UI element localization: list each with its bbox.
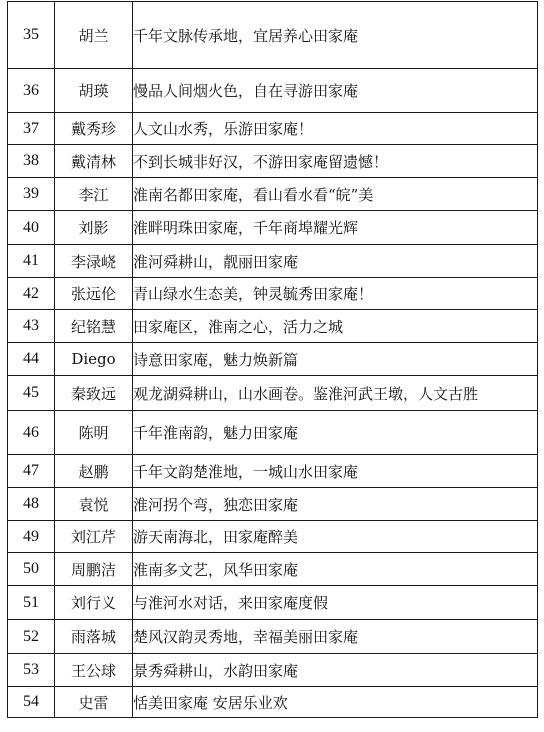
entry-number: 41: [8, 245, 55, 278]
entrant-name: 秦致远: [55, 376, 133, 411]
entrant-name: 刘江芹: [55, 521, 133, 553]
slogan-text: 慢品人间烟火色，自在寻游田家庵: [133, 69, 538, 113]
entrant-name: 纪铭慧: [55, 310, 133, 343]
table-row: [8, 145, 538, 178]
entry-number: 39: [8, 178, 55, 211]
entry-number: 43: [8, 310, 55, 343]
entry-number: 54: [8, 687, 55, 718]
slogan-text: 千年文脉传承地，宜居养心田家庵: [133, 2, 538, 69]
entry-number: 45: [8, 376, 55, 411]
entry-number: 42: [8, 278, 55, 310]
entry-number: 36: [8, 69, 55, 113]
table-row: [8, 455, 538, 488]
slogan-text: 田家庵区，淮南之心，活力之城: [133, 310, 538, 343]
slogan-text: 恬美田家庵 安居乐业欢: [133, 687, 538, 718]
entry-number: 37: [8, 113, 55, 145]
slogan-text: 千年淮南韵，魅力田家庵: [133, 411, 538, 455]
table-row: [8, 69, 538, 113]
entries-table: [7, 1, 538, 718]
entry-number: 50: [8, 553, 55, 586]
table-row: [8, 178, 538, 211]
slogan-text: 观龙湖舜耕山，山水画卷。鉴淮河武王墩，人文古胜: [133, 376, 538, 411]
table-row: [8, 211, 538, 245]
entry-number: 46: [8, 411, 55, 455]
table-row: [8, 586, 538, 620]
entrant-name: 李渌峣: [55, 245, 133, 278]
slogan-text: 诗意田家庵，魅力焕新篇: [133, 343, 538, 376]
table-row: [8, 310, 538, 343]
table-row: [8, 245, 538, 278]
entry-number: 47: [8, 455, 55, 488]
slogan-text: 景秀舜耕山，水韵田家庵: [133, 654, 538, 687]
entry-number: 51: [8, 586, 55, 620]
entrant-name: 戴秀珍: [55, 113, 133, 145]
table-row: [8, 376, 538, 411]
slogan-text: 千年文韵楚淮地，一城山水田家庵: [133, 455, 538, 488]
table-row: [8, 278, 538, 310]
table-row: [8, 488, 538, 521]
slogan-text: 淮畔明珠田家庵，千年商埠耀光辉: [133, 211, 538, 245]
slogan-text: 青山绿水生态美，钟灵毓秀田家庵！: [133, 278, 538, 310]
slogan-text: 楚风汉韵灵秀地，幸福美丽田家庵: [133, 620, 538, 654]
entrant-name: 王公球: [55, 654, 133, 687]
slogan-text: 淮南多文艺，风华田家庵: [133, 553, 538, 586]
entrant-name: 张远伦: [55, 278, 133, 310]
table-row: [8, 411, 538, 455]
entrant-name: 袁悦: [55, 488, 133, 521]
entrant-name: 胡瑛: [55, 69, 133, 113]
entry-number: 35: [8, 2, 55, 69]
table-row: [8, 2, 538, 69]
table-row: [8, 553, 538, 586]
entrant-name: 赵鹏: [55, 455, 133, 488]
slogan-text: 游天南海北，田家庵醉美: [133, 521, 538, 553]
entry-number: 53: [8, 654, 55, 687]
entrant-name: 周鹏洁: [55, 553, 133, 586]
entry-number: 48: [8, 488, 55, 521]
table-row: [8, 620, 538, 654]
entrant-name: 刘影: [55, 211, 133, 245]
entry-number: 49: [8, 521, 55, 553]
entry-number: 38: [8, 145, 55, 178]
table-row: [8, 343, 538, 376]
entries-table-body: [8, 2, 538, 718]
entry-number: 40: [8, 211, 55, 245]
entrant-name: 戴清林: [55, 145, 133, 178]
slogan-text: 淮河拐个弯，独恋田家庵: [133, 488, 538, 521]
table-row: [8, 654, 538, 687]
slogan-text: 人文山水秀，乐游田家庵！: [133, 113, 538, 145]
entrant-name: 胡兰: [55, 2, 133, 69]
entry-number: 44: [8, 343, 55, 376]
slogan-text: 不到长城非好汉，不游田家庵留遗憾！: [133, 145, 538, 178]
entrant-name: 史雷: [55, 687, 133, 718]
entrant-name: 李江: [55, 178, 133, 211]
table-row: [8, 521, 538, 553]
entrant-name: 陈明: [55, 411, 133, 455]
table-row: [8, 113, 538, 145]
slogan-text: 与淮河水对话，来田家庵度假: [133, 586, 538, 620]
table-row: [8, 687, 538, 718]
entrant-name: Diego: [55, 343, 133, 376]
entrant-name: 雨落城: [55, 620, 133, 654]
entrant-name: 刘行义: [55, 586, 133, 620]
entry-number: 52: [8, 620, 55, 654]
slogan-text: 淮南名都田家庵，看山看水看“皖”美: [133, 178, 538, 211]
slogan-text: 淮河舜耕山，靓丽田家庵: [133, 245, 538, 278]
